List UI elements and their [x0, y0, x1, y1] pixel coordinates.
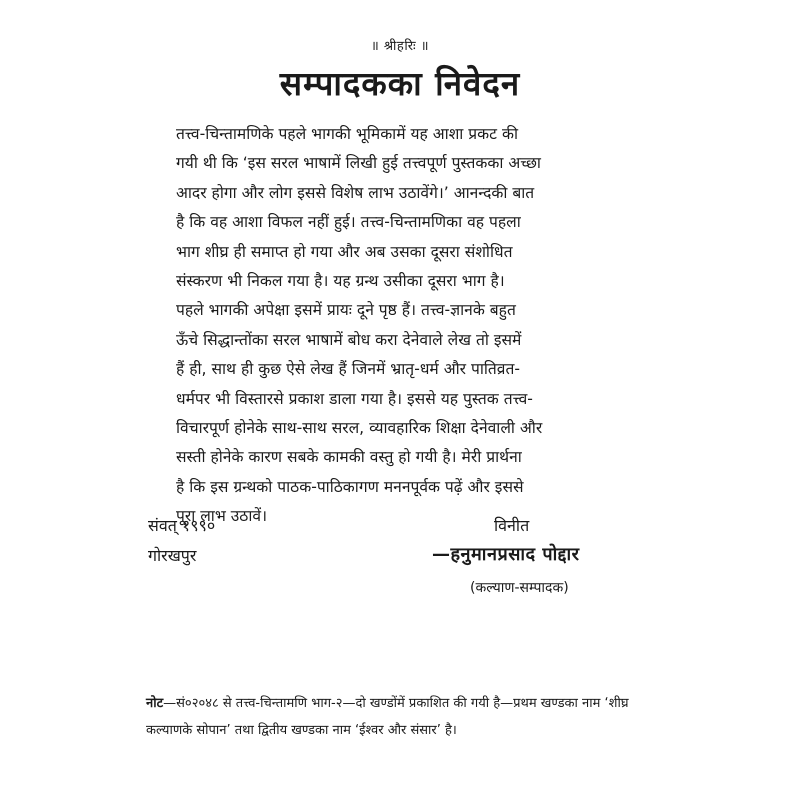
- page-title: सम्पादकका निवेदन: [279, 64, 521, 103]
- place-name: गोरखपुर: [148, 546, 197, 565]
- footnote: [146, 690, 666, 744]
- body-line: तत्त्व-चिन्तामणिके पहले भागकी भूमिकामें यह आशा प्रकट की: [176, 125, 518, 143]
- body-line: आदर होगा और लोग इससे विशेष लाभ उठावेंगे।’ आनन्दकी बात: [176, 183, 535, 202]
- body-line: पूरा लाभ उठावें।: [176, 507, 267, 526]
- body-line: धर्मपर भी विस्तारसे प्रकाश डाला गया है। इससे यह पुस्तक तत्त्व-: [176, 389, 533, 408]
- body-line: विचारपूर्ण होनेके साथ-साथ सरल, व्यावहारिक शिक्षा देनेवाली और: [176, 419, 543, 438]
- note-text: —सं०२०४८ से तत्त्व-चिन्तामणि भाग-२—दो खण्डोंमें प्रकाशित की गयी है—प्रथम खण्डका नाम ‘शीघ्र कल्याणके सोपान’ तथा द्वितीय खण्डका नाम ‘ईश्वर और संसार’ है।: [146, 696, 629, 738]
- body-line: हैं ही, साथ ही कुछ ऐसे लेख हैं जिनमें भ्रातृ-धर्म और पातिव्रत-: [176, 360, 520, 379]
- editor-signature: —हनुमानप्रसाद पोद्दार: [432, 544, 580, 565]
- body-line: गयी थी कि ‘इस सरल भाषामें लिखी हुई तत्त्वपूर्ण पुस्तकका अच्छा: [176, 154, 541, 173]
- note-label: नोट: [146, 696, 164, 711]
- body-line: है कि इस ग्रन्थको पाठक-पाठिकागण मननपूर्वक पढ़ें और इससे: [176, 477, 524, 496]
- body-paragraph: [148, 120, 668, 532]
- closing-salutation: विनीत: [494, 516, 530, 535]
- body-line: पहले भागकी अपेक्षा इसमें प्रायः दूने पृष्ठ हैं। तत्त्व-ज्ञानके बहुत: [176, 301, 516, 320]
- body-line: है कि वह आशा विफल नहीं हुई। तत्त्व-चिन्तामणिका वह पहला: [176, 213, 521, 232]
- samvat-date: संवत् १९९०: [148, 516, 216, 535]
- editor-designation: (कल्याण-सम्पादक): [470, 580, 569, 596]
- body-line: संस्करण भी निकल गया है। यह ग्रन्थ उसीका दूसरा भाग है।: [176, 272, 505, 291]
- body-line: सस्ती होनेके कारण सबके कामकी वस्तु हो गयी है। मेरी प्रार्थना: [176, 448, 522, 467]
- body-line: ऊँचे सिद्धान्तोंका सरल भाषामें बोध करा देनेवाले लेख तो इसमें: [176, 330, 522, 349]
- body-line: भाग शीघ्र ही समाप्त हो गया और अब उसका दूसरा संशोधित: [176, 242, 513, 261]
- invocation-text: ॥ श्रीहरिः ॥: [370, 39, 430, 54]
